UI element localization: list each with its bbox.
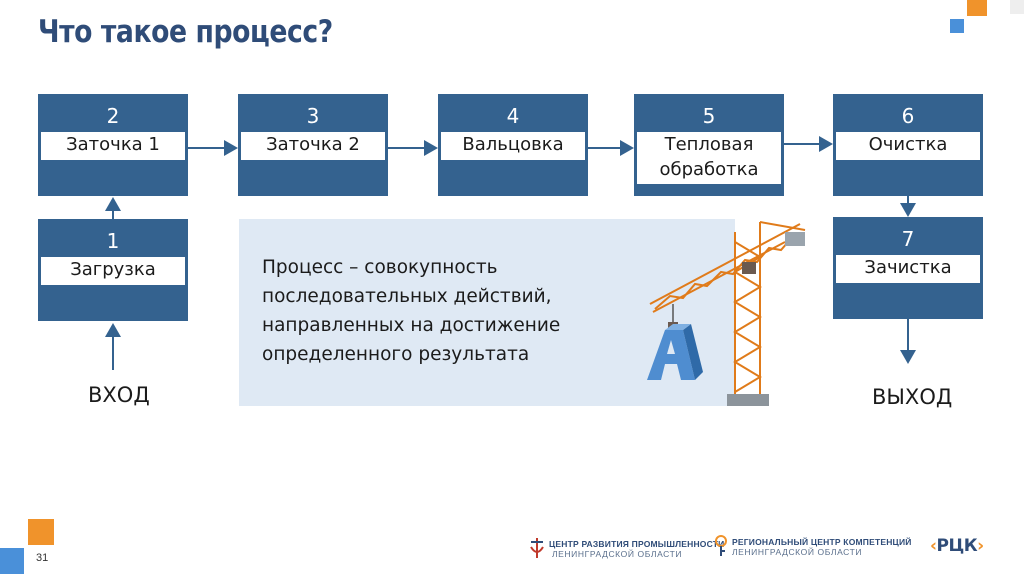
step-label: Вальцовка <box>441 132 585 160</box>
center-logo-icon <box>528 537 546 559</box>
page-number: 31 <box>36 552 49 564</box>
step-number: 4 <box>506 104 520 128</box>
footer-square-blue <box>0 548 24 574</box>
step-label: Загрузка <box>41 257 185 285</box>
regional-logo-line2: ЛЕНИНГРАДСКОЙ ОБЛАСТИ <box>732 547 863 557</box>
step-label: Заточка 2 <box>241 132 385 160</box>
step-number: 2 <box>106 104 120 128</box>
footer-square-orange <box>28 519 54 545</box>
rck-bracket-left-icon: ‹ <box>930 536 937 556</box>
step-label: Очистка <box>836 132 980 160</box>
center-logo-line1: ЦЕНТР РАЗВИТИЯ ПРОМЫШЛЕННОСТИ <box>549 539 725 549</box>
step-label: Зачистка <box>836 255 980 283</box>
rck-logo <box>930 536 984 556</box>
step-label: Заточка 1 <box>41 132 185 160</box>
crane-illustration <box>635 212 825 412</box>
regional-logo-line1: РЕГИОНАЛЬНЫЙ ЦЕНТР КОМПЕТЕНЦИЙ <box>732 537 912 547</box>
step-number: 1 <box>106 229 120 253</box>
step-number: 5 <box>702 104 716 128</box>
rck-logo-text: РЦК <box>936 536 978 556</box>
step-label: Тепловая обработка <box>637 132 781 184</box>
output-label: ВЫХОД <box>872 385 953 409</box>
step-number: 3 <box>306 104 320 128</box>
slide-title: Что такое процесс? <box>38 14 333 50</box>
rck-bracket-right-icon: › <box>977 536 984 556</box>
regional-logo-icon <box>712 534 730 558</box>
input-label: ВХОД <box>88 383 150 407</box>
step-number: 7 <box>901 227 915 251</box>
definition-text: Процесс – совокупность последовательных действий, направленных на достижение определенного результата <box>262 257 561 365</box>
center-logo-line2: ЛЕНИНГРАДСКОЙ ОБЛАСТИ <box>552 549 683 559</box>
step-number: 6 <box>901 104 915 128</box>
